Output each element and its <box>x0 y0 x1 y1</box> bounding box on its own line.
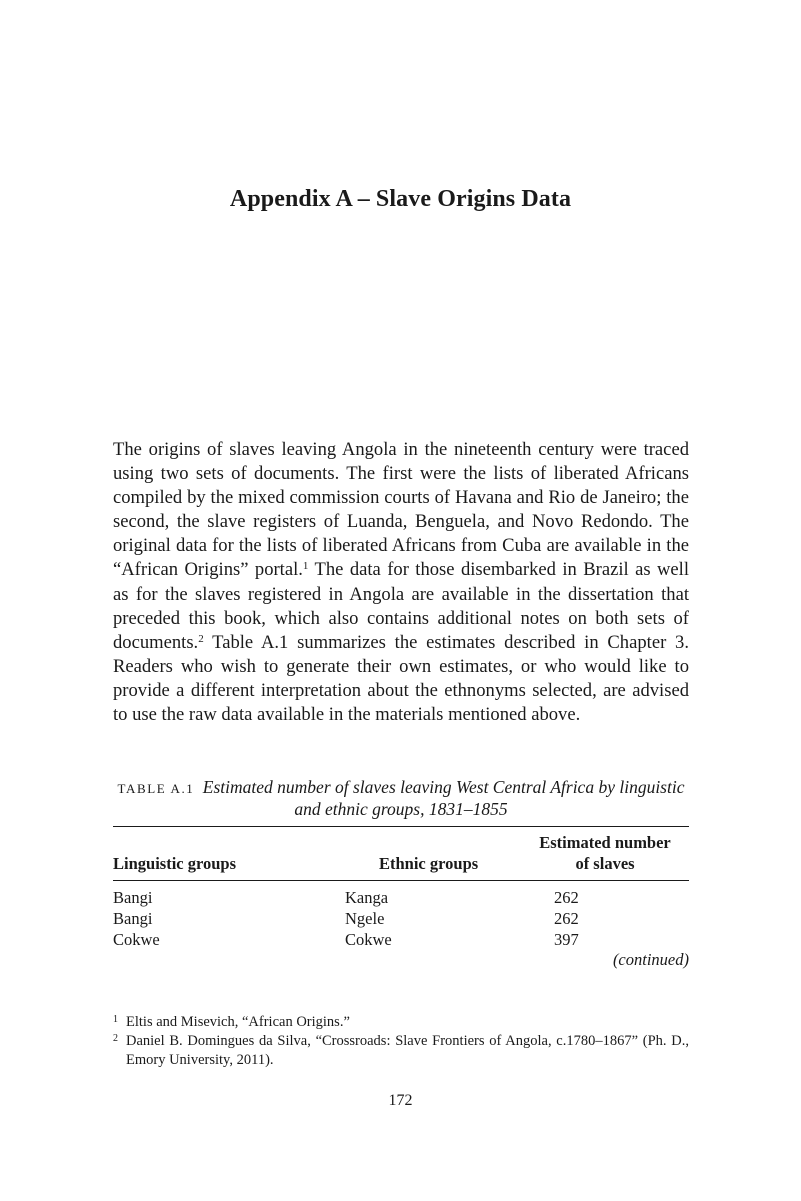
footnote-1-mark: 1 <box>113 1014 118 1025</box>
footnote-1 <box>113 1013 689 1032</box>
header-estimated-number <box>520 832 690 874</box>
footnote-ref-1[interactable]: 1 <box>302 560 309 573</box>
header-linguistic-groups: Linguistic groups <box>113 854 237 873</box>
footnote-1-text: Eltis and Misevich, “African Origins.” <box>126 1014 350 1030</box>
footnote-2 <box>113 1032 689 1070</box>
footnote-ref-2[interactable]: 2 <box>198 632 204 645</box>
body-paragraph <box>113 438 689 727</box>
row-3-ethnic: Cokwe <box>345 930 392 949</box>
row-3-estimate: 397 <box>554 930 579 949</box>
row-2-ethnic: Ngele <box>345 909 385 928</box>
table-header-rule <box>113 880 689 881</box>
header-ethnic-groups: Ethnic groups <box>379 854 479 873</box>
row-2-estimate: 262 <box>554 909 579 928</box>
table-top-rule <box>113 826 689 827</box>
footnote-2-text: Daniel B. Domingues da Silva, “Crossroads: Slave Frontiers of Angola, c.1780–1867” (Ph. D., Emory University, 2011). <box>126 1033 689 1068</box>
footnotes <box>113 1013 689 1070</box>
row-1-ethnic: Kanga <box>345 888 389 907</box>
body-text-part-3: Table A.1 summarizes the estimates described in Chapter 3. Readers who wish to generate their own estimates, or who would like to provide a different interpretation about the ethnonyms selected, are advised to use the raw data available in the materials mentioned above. <box>113 631 689 726</box>
header-estimated-line-1: Estimated number <box>539 833 671 852</box>
row-1-estimate: 262 <box>554 888 579 907</box>
header-estimated-line-2: of slaves <box>575 854 635 873</box>
page-number: 172 <box>388 1092 413 1109</box>
table-continued-note: (continued) <box>612 950 689 969</box>
row-1-linguistic: Bangi <box>113 888 153 907</box>
body-text-part-2: The data for those disembarked in Brazil as well as for the slaves registered in Angola are available in the dissertation that preceded this book, which also contains additional notes on both sets of documents. <box>113 559 690 653</box>
row-2-linguistic: Bangi <box>113 909 153 928</box>
chapter-title: Appendix A – Slave Origins Data <box>229 186 572 212</box>
row-3-linguistic: Cokwe <box>113 930 160 949</box>
table-title: Estimated number of slaves leaving West Central Africa by linguistic and ethnic groups, 1831–1855 <box>202 777 685 819</box>
table-label: TABLE A.1 <box>117 781 195 796</box>
table-caption <box>113 777 689 820</box>
body-text-part-1: The origins of slaves leaving Angola in the nineteenth century were traced using two sets of documents. The first were the lists of liberated Africans compiled by the mixed commission courts of Havana and Rio de Janeiro; the second, the slave registers of Luanda, Benguela, and Novo Redondo. The original data for the lists of liberated Africans from Cuba are available in the “African Origins” portal. <box>113 439 689 581</box>
footnote-2-mark: 2 <box>113 1033 118 1044</box>
